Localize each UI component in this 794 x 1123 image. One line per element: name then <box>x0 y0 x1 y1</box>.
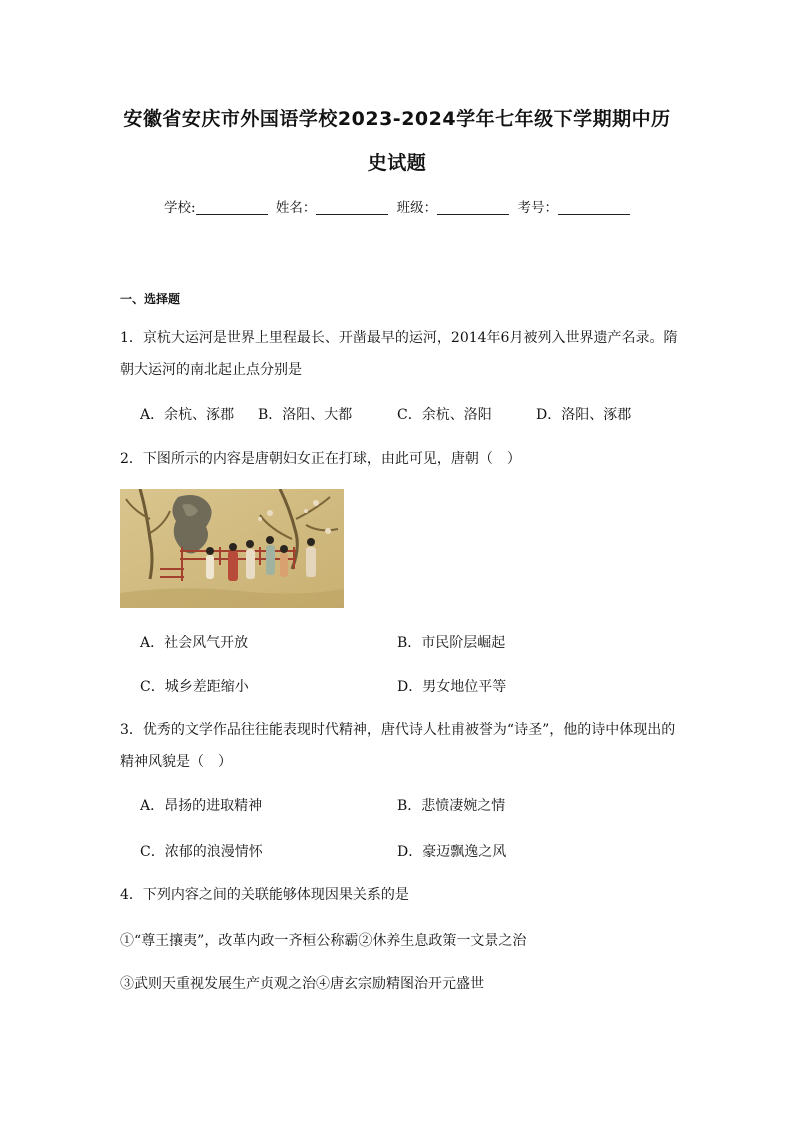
question-3-line2: 精神风貌是（ ） <box>120 754 232 770</box>
q2-option-a[interactable]: A．社会风气开放 <box>140 635 249 651</box>
school-field <box>164 196 268 216</box>
school-label: 学校: <box>164 200 196 216</box>
exam-number-field <box>517 196 630 216</box>
q3-option-b[interactable]: B．悲愤凄婉之情 <box>397 798 506 814</box>
q1-option-a[interactable]: A．余杭、涿郡 <box>140 407 235 423</box>
section-heading: 一、选择题 <box>120 292 181 306</box>
class-field <box>397 196 510 216</box>
q1-option-c[interactable]: C．余杭、洛阳 <box>397 407 492 423</box>
q2-option-b[interactable]: B．市民阶层崛起 <box>397 635 506 651</box>
question-2-stem: 2．下图所示的内容是唐朝妇女正在打球，由此可见，唐朝（ ） <box>120 451 521 467</box>
q3-option-d[interactable]: D．豪迈飘逸之风 <box>397 844 507 860</box>
class-label: 班级： <box>396 200 438 216</box>
class-blank[interactable] <box>437 200 509 215</box>
exam-title-line2: 史试题 <box>367 152 427 174</box>
question-4-item-row1: ①“尊王攘夷”，改革内政一齐桓公称霸②休养生息政策一文景之治 <box>120 933 527 949</box>
painting-image <box>120 489 344 608</box>
question-1-stem <box>120 322 680 386</box>
q3-option-c[interactable]: C．浓郁的浪漫情怀 <box>140 844 263 860</box>
exam-title-line1: 安徽省安庆市外国语学校2023-2024学年七年级下学期期中历 <box>123 108 671 130</box>
school-blank[interactable] <box>196 200 268 215</box>
tang-women-polo-painting <box>120 489 344 608</box>
name-blank[interactable] <box>316 200 388 215</box>
q2-option-c[interactable]: C．城乡差距缩小 <box>140 679 249 695</box>
name-label: 姓名： <box>275 200 317 216</box>
q2-option-d[interactable]: D．男女地位平等 <box>397 679 507 695</box>
exam-number-label: 考号： <box>517 200 558 216</box>
student-info-row <box>0 196 794 216</box>
q1-option-d[interactable]: D．洛阳、涿郡 <box>536 407 632 423</box>
question-4-stem: 4．下列内容之间的关联能够体现因果关系的是 <box>120 887 409 903</box>
exam-number-blank[interactable] <box>558 200 630 215</box>
question-1-line2: 朝大运河的南北起止点分别是 <box>120 362 302 378</box>
question-3-stem <box>120 714 680 778</box>
question-1-line1: 1．京杭大运河是世界上里程最长、开凿最早的运河，2014年6月被列入世界遗产名录。隋 <box>120 330 678 346</box>
question-3-line1: 3．优秀的文学作品往往能表现时代精神，唐代诗人杜甫被誉为“诗圣”，他的诗中体现出的 <box>120 722 676 738</box>
name-field <box>276 196 389 216</box>
q3-option-a[interactable]: A．昂扬的进取精神 <box>140 798 263 814</box>
question-4-item-row2: ③武则天重视发展生产贞观之治④唐玄宗励精图治开元盛世 <box>120 976 484 992</box>
q1-option-b[interactable]: B．洛阳、大都 <box>258 407 353 423</box>
